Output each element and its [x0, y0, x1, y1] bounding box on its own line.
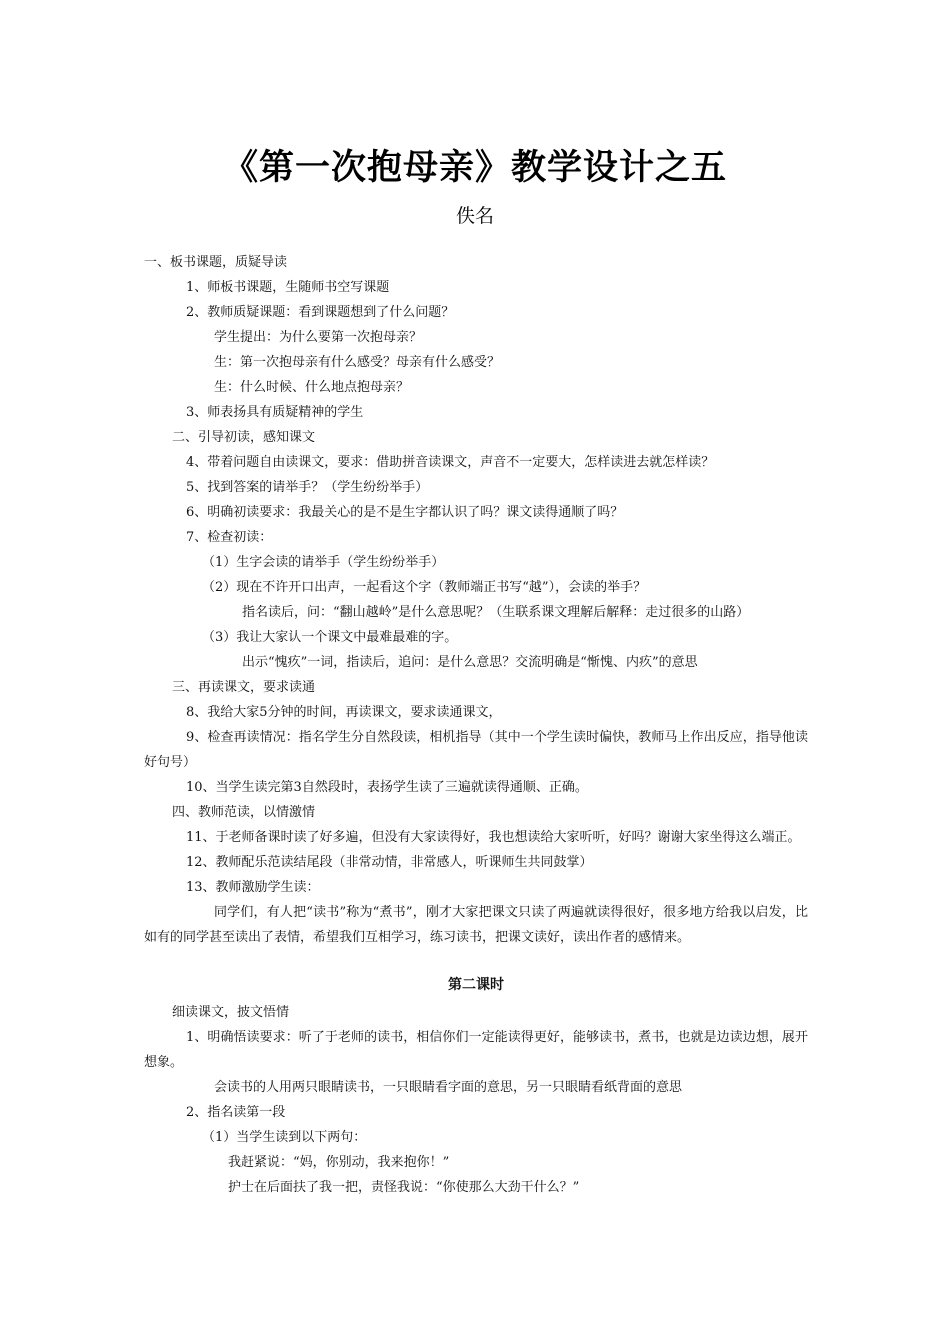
paragraph: 1、师板书课题，生随师书空写课题 — [186, 280, 390, 295]
paragraph: 13、教师激励学生读： — [186, 880, 320, 895]
document-body — [144, 250, 808, 1200]
paragraph: 2、指名读第一段 — [186, 1105, 286, 1120]
paragraph: 1、明确悟读要求：听了于老师的读书，相信你们一定能读得更好，能够读书，煮书，也就是边读边想，展开想象。 — [144, 1030, 808, 1070]
paragraph: 3、师表扬具有质疑精神的学生 — [186, 405, 364, 420]
section-heading: 二、引导初读，感知课文 — [172, 430, 316, 445]
paragraph: 学生提出：为什么要第一次抱母亲？ — [214, 330, 423, 345]
quote-line: 护士在后面扶了我一把，责怪我说：“你使那么大劲干什么？” — [228, 1180, 580, 1195]
paragraph: 12、教师配乐范读结尾段（非常动情，非常感人，听课师生共同鼓掌） — [186, 855, 593, 870]
document-title: 《第一次抱母亲》教学设计之五 — [222, 148, 727, 188]
spacer — [144, 950, 808, 970]
paragraph: 7、检查初读： — [186, 530, 273, 545]
paragraph: 4、带着问题自由读课文，要求：借助拼音读课文，声音不一定要大，怎样读进去就怎样读？ — [186, 455, 715, 470]
document-author: 佚名 — [455, 205, 494, 227]
paragraph: （3）我让大家认一个课文中最难最难的字。 — [202, 630, 458, 645]
paragraph: 生：第一次抱母亲有什么感受？母亲有什么感受？ — [214, 355, 501, 370]
section-heading: 一、板书课题，质疑导读 — [144, 255, 288, 270]
section-heading: 三、再读课文，要求读通 — [172, 680, 316, 695]
paragraph: 6、明确初读要求：我最关心的是不是生字都认识了吗？课文读得通顺了吗？ — [186, 505, 624, 520]
paragraph: 11、于老师备课时读了好多遍，但没有大家读得好，我也想读给大家听听，好吗？谢谢大家坐得这么端正。 — [186, 830, 801, 845]
paragraph: 生：什么时候、什么地点抱母亲？ — [214, 380, 410, 395]
paragraph: 10、当学生读完第3自然段时，表扬学生读了三遍就读得通顺、正确。 — [186, 780, 588, 795]
paragraph: 5、找到答案的请举手？（学生纷纷举手） — [186, 480, 429, 495]
section-heading: 四、教师范读，以情激情 — [172, 805, 316, 820]
section-subtitle: 第二课时 — [448, 977, 504, 993]
paragraph: 2、教师质疑课题：看到课题想到了什么问题？ — [186, 305, 455, 320]
paragraph: （1）生字会读的请举手（学生纷纷举手） — [202, 555, 445, 570]
paragraph: 8、我给大家5分钟的时间，再读课文，要求读通课文， — [186, 705, 502, 720]
paragraph: 同学们，有人把“读书”称为“煮书”，刚才大家把课文只读了两遍就读得很好，很多地方给我以启发，比如有的同学甚至读出了表情，希望我们互相学习，练习读书，把课文读好，读出作者的感情来。 — [144, 905, 808, 945]
paragraph: 指名读后，问：“翻山越岭”是什么意思呢？（生联系课文理解后解释：走过很多的山路） — [242, 605, 750, 620]
paragraph: 出示“愧疚”一词，指读后，追问：是什么意思？交流明确是“惭愧、内疚”的意思 — [242, 655, 698, 670]
paragraph: 9、检查再读情况：指名学生分自然段读，相机指导（其中一个学生读时偏快，教师马上作出反应，指导他读好句号） — [144, 730, 808, 770]
paragraph: （1）当学生读到以下两句： — [202, 1130, 367, 1145]
paragraph: （2）现在不许开口出声，一起看这个字（教师端正书写“越”），会读的举手？ — [202, 580, 647, 595]
quote-line: 我赶紧说：“妈，你别动，我来抱你！” — [228, 1155, 450, 1170]
paragraph: 会读书的人用两只眼睛读书，一只眼睛看字面的意思，另一只眼睛看纸背面的意思 — [214, 1080, 683, 1095]
section-heading: 细读课文，披文悟情 — [172, 1005, 290, 1020]
